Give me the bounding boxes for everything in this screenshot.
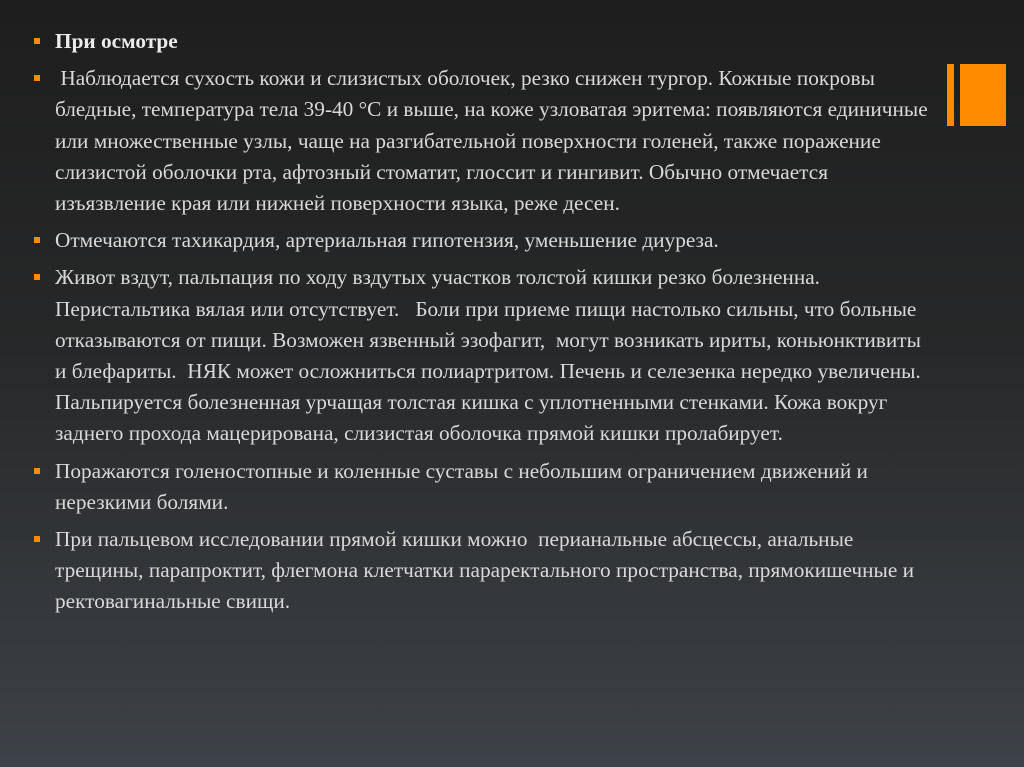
bullet-square-icon (34, 75, 40, 81)
paragraph-text: Живот вздут, пальпация по ходу вздутых участков толстой кишки резко болезненна. Перистальтика вялая или отсутствует. Боли при приеме пищи настолько сильны, что больные отказываются от пищи. Возможен язвенный эзофагит, могут возникать ириты, коньюнктивиты и блефариты. НЯК может осложниться полиартритом. Печень и селезенка нередко увеличены. Пальпируется болезненная урчащая толстая кишка с уплотненными стенками. Кожа вокруг заднего прохода мацерирована, слизистая оболочка прямой кишки пролабирует. (55, 265, 927, 446)
paragraph-item-4 (34, 456, 934, 518)
bullet-square-icon (34, 38, 40, 44)
paragraph-text: Поражаются голеностопные и коленные суставы с небольшим ограничением движений и нерезкими болями. (55, 458, 874, 514)
bullet-square-icon (34, 237, 40, 243)
bullet-square-icon (34, 536, 40, 542)
paragraph-item-5 (34, 524, 934, 618)
paragraph-text: Наблюдается сухость кожи и слизистых оболочек, резко снижен тургор. Кожные покровы бледные, температура тела 39-40 °С и выше, на коже узловатая эритема: появляются единичные или множественные узлы, чаще на разгибательной поверхности голеней, также поражение слизистой оболочки рта, афтозный стоматит, глоссит и гингивит. Обычно отмечается изъязвление края или нижней поверхности языка, реже десен. (55, 66, 933, 216)
bullet-square-icon (34, 468, 40, 474)
accent-bar-wide (960, 64, 1006, 126)
paragraph-text: При пальцевом исследовании прямой кишки можно перианальные абсцессы, анальные трещины, парапроктит, флегмона клетчатки параректального пространства, прямокишечные и ректовагинальные свищи. (55, 527, 920, 614)
bullet-square-icon (34, 274, 40, 280)
heading-item (34, 26, 934, 57)
paragraph-item-3 (34, 262, 934, 449)
paragraph-item-1 (34, 63, 934, 219)
slide-content (34, 26, 934, 624)
accent-bar-thin (947, 64, 954, 126)
slide-heading: При осмотре (55, 29, 178, 53)
paragraph-item-2 (34, 225, 934, 256)
paragraph-text: Отмечаются тахикардия, артериальная гипотензия, уменьшение диуреза. (55, 228, 719, 253)
